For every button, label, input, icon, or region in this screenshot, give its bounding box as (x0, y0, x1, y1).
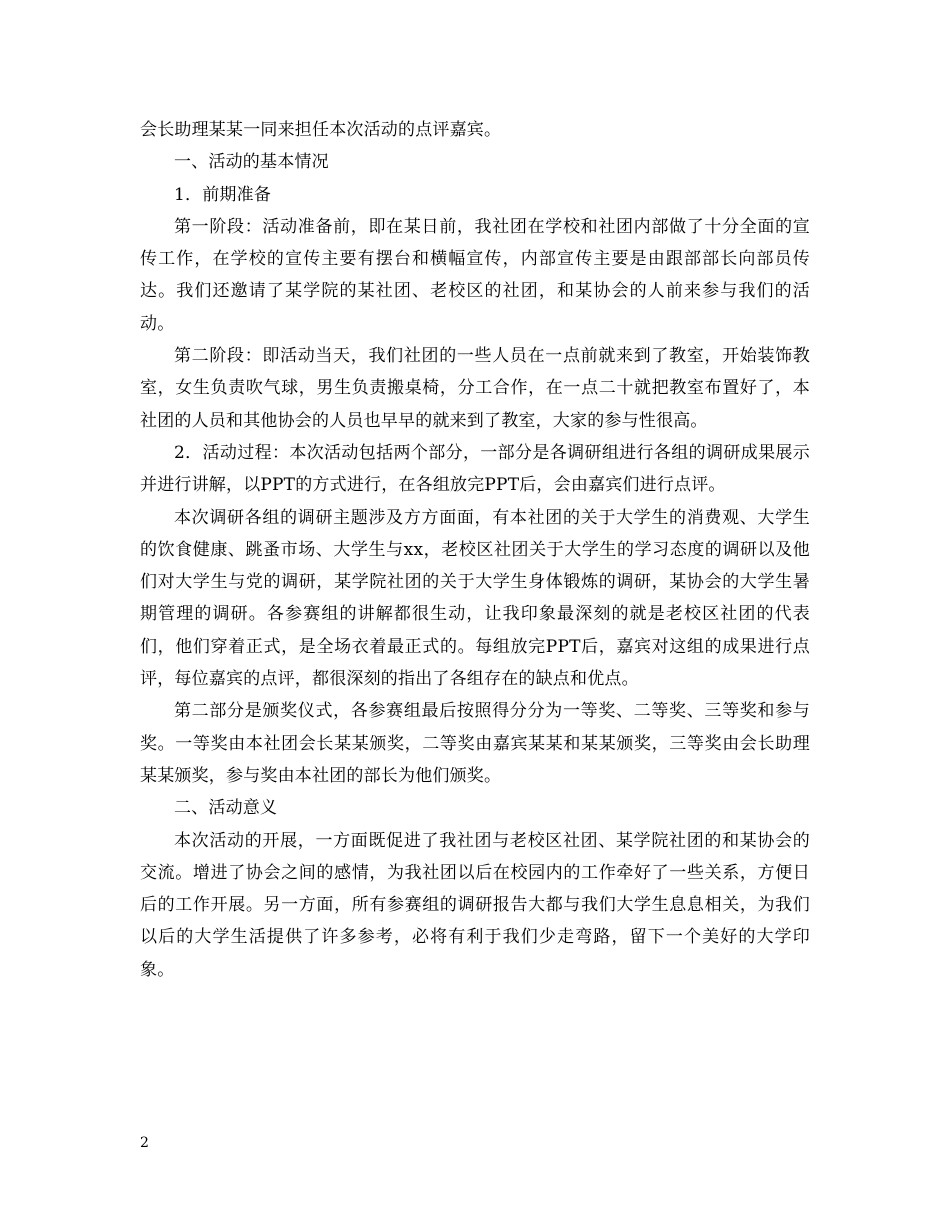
page-number: 2 (140, 1135, 149, 1151)
subheading-preparation: 1．前期准备 (174, 184, 272, 205)
paragraph-stage-two: 第二阶段：即活动当天，我们社团的一些人员在一点前就来到了教室，开始装饰教室，女生负责吹气球，男生负责搬桌椅，分工合作，在一点二十就把教室布置好了，本社团的人员和其他协会的人员也早早的就来到了教室，大家的参与性很高。 (140, 346, 810, 431)
paragraph-judges-intro: 会长助理某某一同来担任本次活动的点评嘉宾。 (140, 120, 502, 140)
heading-basic-situation: 一、活动的基本情况 (174, 152, 329, 173)
paragraph-activity-process: 2．活动过程：本次活动包括两个部分，一部分是各调研组进行各组的调研成果展示并进行讲解，以PPT的方式进行，在各组放完PPT后，会由嘉宾们进行点评。 (140, 442, 810, 496)
document-body (140, 114, 810, 986)
heading-activity-significance: 二、活动意义 (174, 798, 278, 819)
paragraph-significance: 本次活动的开展，一方面既促进了我社团与老校区社团、某学院社团的和某协会的交流。增进了协会之间的感情，为我社团以后在校园内的工作牵好了一些关系，方便日后的工作开展。另一方面，所有参赛组的调研报告大都与我们大学生息息相关，为我们以后的大学生活提供了许多参考，必将有利于我们少走弯路，留下一个美好的大学印象。 (140, 830, 810, 980)
paragraph-research-topics: 本次调研各组的调研主题涉及方方面面，有本社团的关于大学生的消费观、大学生的饮食健康、跳蚤市场、大学生与xx，老校区社团关于大学生的学习态度的调研以及他们对大学生与党的调研，某学院社团的关于大学生身体锻炼的调研，某协会的大学生暑期管理的调研。各参赛组的讲解都很生动，让我印象最深刻的就是老校区社团的代表们，他们穿着正式，是全场衣着最正式的。每组放完PPT后，嘉宾对这组的成果进行点评，每位嘉宾的点评，都很深刻的指出了各组存在的缺点和优点。 (140, 507, 810, 690)
paragraph-award-ceremony: 第二部分是颁奖仪式，各参赛组最后按照得分分为一等奖、二等奖、三等奖和参与奖。一等奖由本社团会长某某颁奖，二等奖由嘉宾某某和某某颁奖，三等奖由会长助理某某颁奖，参与奖由本社团的部长为他们颁奖。 (140, 701, 810, 786)
paragraph-stage-one: 第一阶段：活动准备前，即在某日前，我社团在学校和社团内部做了十分全面的宣传工作，在学校的宣传主要有摆台和横幅宣传，内部宣传主要是由跟部部长向部员传达。我们还邀请了某学院的某社团、老校区的社团，和某协会的人前来参与我们的活动。 (140, 216, 810, 334)
